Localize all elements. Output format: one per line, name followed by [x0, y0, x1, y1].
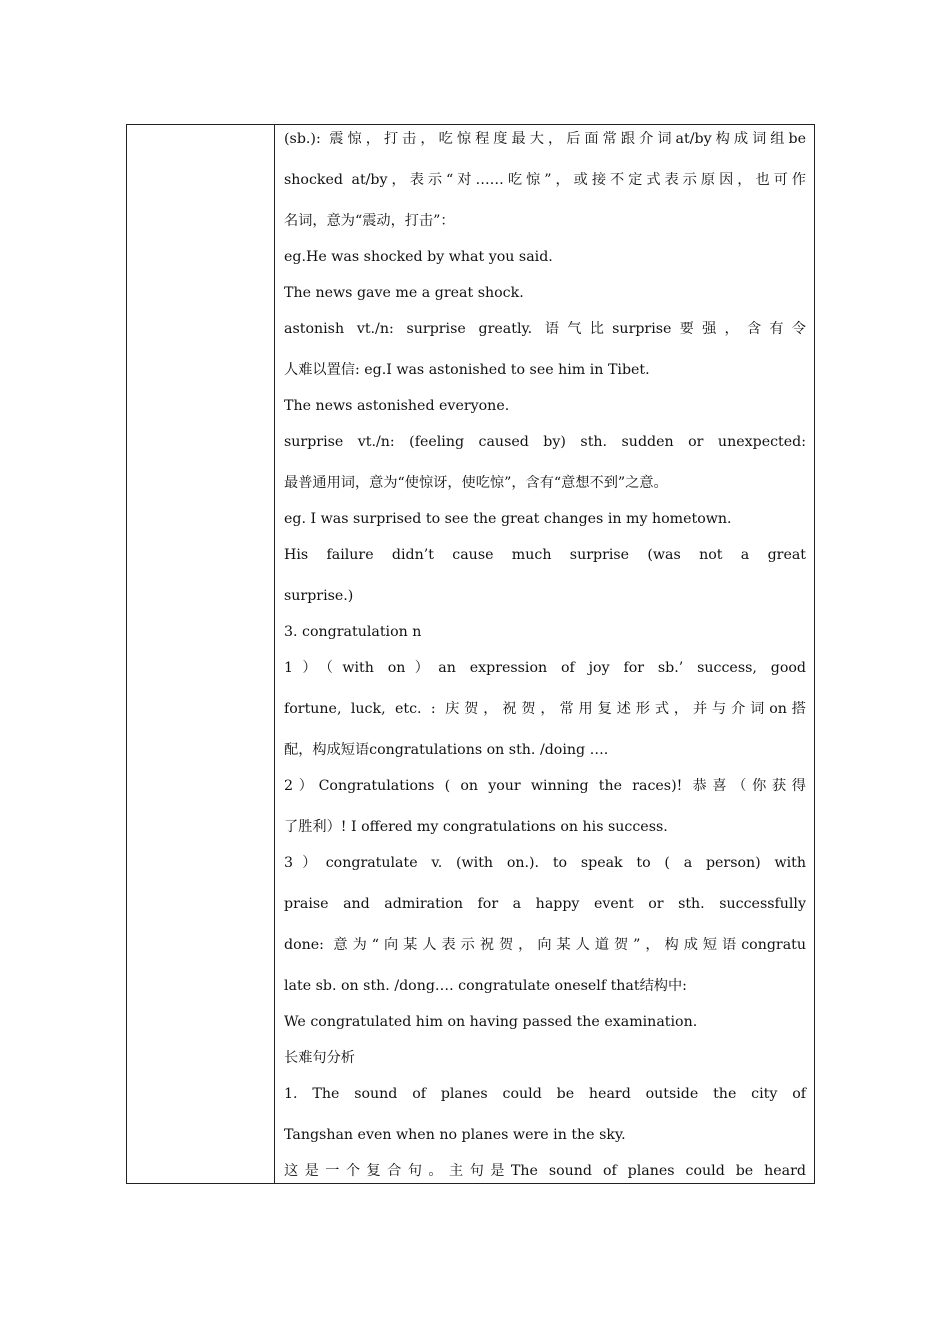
- text-line: 2）Congratulations ( on your winning the races)! 恭喜（你获得: [284, 778, 806, 794]
- text-line: (sb.): 震惊，打击，吃惊程度最大，后面常跟介词at/by构成词组be: [284, 131, 806, 147]
- text-line: Tangshan even when no planes were in the sky.: [284, 1127, 626, 1143]
- text-line: 1）（with on）an expression of joy for sb.’ success, good: [284, 660, 806, 676]
- text-line: eg.He was shocked by what you said.: [284, 249, 553, 265]
- text-line: shocked at/by，表示“对……吃惊”，或接不定式表示原因，也可作: [284, 172, 806, 188]
- text-line: His failure didn’t cause much surprise (was not a great: [284, 547, 806, 563]
- text-line: 1. The sound of planes could be heard outside the city of: [284, 1086, 806, 1102]
- text-line: late sb. on sth. /dong…. congratulate oneself that结构中:: [284, 978, 687, 994]
- text-line: eg. I was surprised to see the great changes in my hometown.: [284, 511, 732, 527]
- text-line: done: 意为“向某人表示祝贺，向某人道贺”，构成短语congratu: [284, 937, 806, 953]
- text-line: surprise vt./n: (feeling caused by) sth. sudden or unexpected:: [284, 434, 806, 450]
- text-line: astonish vt./n: surprise greatly. 语气比surprise要强，含有令: [284, 321, 806, 337]
- text-line: 3. congratulation n: [284, 624, 422, 640]
- text-line: 最普通用词，意为“使惊讶，使吃惊”，含有“意想不到”之意。: [284, 475, 668, 491]
- text-line: We congratulated him on having passed the examination.: [284, 1014, 698, 1030]
- text-line: 了胜利）! I offered my congratulations on his success.: [284, 819, 668, 835]
- text-line: The news gave me a great shock.: [284, 285, 524, 301]
- text-line: The news astonished everyone.: [284, 398, 510, 414]
- text-line: surprise.): [284, 588, 354, 604]
- text-line: 配，构成短语congratulations on sth. /doing ….: [284, 742, 609, 758]
- text-line: fortune, luck, etc. : 庆贺，祝贺，常用复述形式，并与介词on搭: [284, 701, 806, 717]
- text-line: 这是一个复合句。主句是The sound of planes could be heard: [284, 1163, 806, 1179]
- text-line: 人难以置信: eg.I was astonished to see him in Tibet.: [284, 362, 650, 378]
- notes-table: [126, 124, 815, 1184]
- text-line: praise and admiration for a happy event or sth. successfully: [284, 896, 806, 912]
- text-line: 名词，意为“震动，打击”：: [284, 213, 455, 229]
- table-left-column: [127, 125, 275, 1183]
- text-line: 长难句分析: [284, 1050, 355, 1066]
- text-line: 3）congratulate v. (with on.). to speak to ( a person) with: [284, 855, 806, 871]
